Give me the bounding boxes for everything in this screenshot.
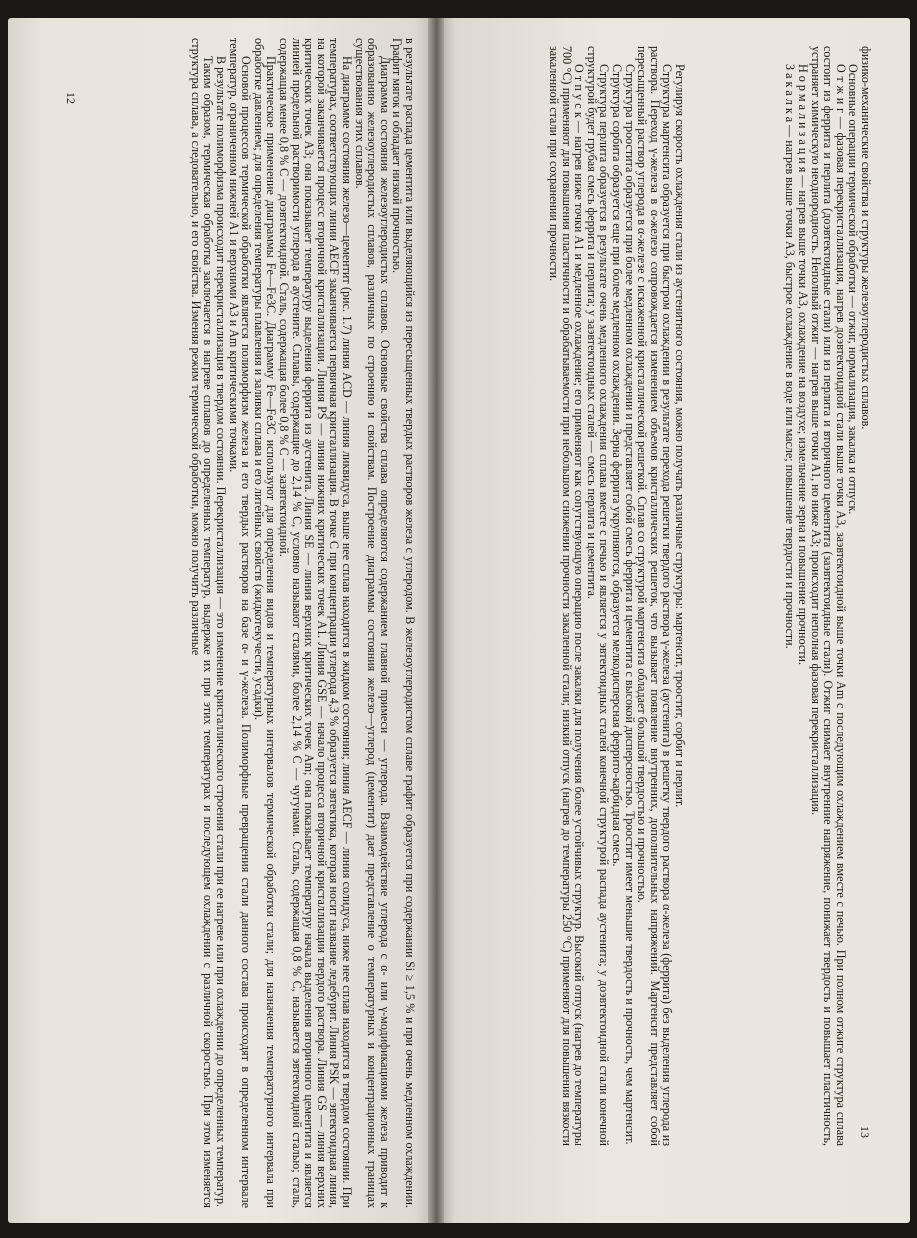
paragraph: в результате распада цементита или выделяющийся из пересыщенных твердых растворов железа с углеродом. В железоуглеродистом сплаве графит образуется при содержании Si ≥ 1,5 % и при очень медленном охлаждении. Графит мягок и обладает низкой прочностью. bbox=[390, 38, 417, 1208]
right-page-text bbox=[688, 46, 872, 1146]
paragraph: Структура перлита образуется в результате очень медленного охлаждения сплава вместе с печью и является у эвтектоидных сталей конечной структурой распада аустенита; у доэвтектоидной стали конечной структурой будет грубая смесь феррита и перлита; у заэвтектоидных сталей — смесь перлита и цементита. bbox=[584, 46, 612, 1146]
paragraph: На диаграмме состояния железо—цементит (рис. 1.7) линия ACD — линия ликвидуса, выше нее сплав находится в жидком состоянии; линия AECF — линия солидуса, ниже нее сплав находится в твердом состоянии. При температурах, соответствующих линии AECF заканчивается первичная кристаллизация. В точке C при концентрации углерода 4,3 % образуется эвтектика, которая носит название ледебурит. Линия PSK — эвтектоидная линия, на которой заканчивается процесс вторичной кристаллизации. Линия PS — линия нижних критических точек A1. Линия GSE — начало процесса вторичной кристаллизации твердого раствора. Линия GS — линия верхних критических точек A3; она показывает температуру выделения феррита из аустенита. Линия SE — линия верхних критических точек Am; она показывает температуру начала выделения вторичного цементита и является линией предельной растворимости углерода в аустените. Сплавы, содержащие до 2,14 % C, условно называют сталями, более 2,14 % C — чугунами. Сталь, содержащая 0,8 % C, называется эвтектоидной сталью; сталь, содержащая менее 0,8 % C — доэвтектоидной. Сталь, содержащая более 0,8 % C — заэвтектоидной. bbox=[277, 38, 355, 1208]
paragraph: Основой процессов термической обработки является полиморфизм железа и его твердых растворов на базе α- и γ-железа. Полиморфные превращения стали данного состава происходят в определенном интервале температур, ограниченном нижней A1 и верхними A3 и Am критическими точками. bbox=[226, 38, 254, 1208]
paragraph: Регулируя скорость охлаждения стали из аустенитного состояния, можно получать различные структуры: мартенсит, троостит, сорбит и перлит. bbox=[673, 64, 687, 808]
paragraph: Структура сорбита образуется еще при более медленном охлаждении. Зерна феррита укрупняются, образуется мелкодисперсная феррито-карбидная смесь. bbox=[610, 64, 625, 867]
paragraph: О т п у с к — нагрев ниже точки A1 и медленное охлаждение; его применяют как сопутствующую операцию после закалки для получения более устойчивых структур. Высокий отпуск (нагрев до температуры 700 °C) применяют для повышения пластичности и обрабатываемости при небольшом снижении прочности закаленной стали; низкий отпуск (нагрев до температуры 250 °C) применяют для повышения вязкости закаленной стали при сохранении прочности. bbox=[547, 46, 587, 1146]
paragraph: Основные операции термической обработки — отжиг, нормализация, закалка и отпуск. bbox=[846, 64, 861, 515]
paragraph: Диаграмма состояния железоуглеродистых сплавов. Основные свойства сплава определяются содержанием главной примеси — углерода. Взаимодействие углерода с α- или γ-модификациями железа приводит к образованию железоуглеродистых сплавов, различных по строению и свойствам. Построение диаграммы состояния железо—углерод (цементит) дает представление о температурных и концентрационных границах существования этих сплавов. bbox=[352, 38, 392, 1208]
paragraph: О т ж и г — фазовая перекристаллизация, нагрев доэвтектоидной стали выше точки A3, заэвтектоидной выше точки Am с последующим охлаждением вместе с печью. При полном отжиге структура сплава состоит из феррита и перлита (доэвтектоидные стали) или из перлита и вторичного цементита (заэвтектоидные стали). Отжиг снимает внутренние напряжение, понижает твердость и повышает пластичность, устраняет химическую неоднородность. Неполный отжиг — нагрев выше точки A1, но ниже A3; происходит неполная фазовая перекристаллизация. bbox=[808, 46, 848, 1146]
page-number-left: 12 bbox=[64, 92, 78, 104]
paragraph: Практическое применение диаграммы Fe—Fe3C. Диаграмму Fe—Fe3C используют для определения видов и температурных интервалов термической обработки стали; для назначения температурного интервала при обработке давлением; для определения температуры плавления и заливки сплава и его литейных свойств (жидкотекучести, усадки). bbox=[251, 38, 279, 1208]
paragraph: Н о р м а л и з а ц и я — нагрев выше точки A3, охлаждение на воздухе; измельчение зерна и повышение прочности. bbox=[796, 64, 811, 665]
paragraph: В результате полиморфизма происходит перекристаллизация в твердом состоянии. Перекристаллизация — это изменение кристаллического строения стали при ее нагреве или при охлаждении до определенных температур. bbox=[214, 56, 229, 1208]
paragraph: Таким образом, термическая обработка заключается в нагреве сплавов до определенных температур, выдержке их при этих температурах и последующем охлаждении с различной скоростью. При этом изменяется структура сплава, а следовательно, и его свойства. Изменяя режим термической обработки, можно получить различные bbox=[188, 38, 216, 1208]
paragraph: физико-механические свойства и структуры железоуглеродистых сплавов. bbox=[859, 46, 873, 430]
paragraph: З а к а л к а — нагрев выше точки A3, быстрое охлаждение в воде или масле; повышение твердости и прочности. bbox=[783, 64, 798, 649]
page-number-right: 13 bbox=[858, 1126, 872, 1138]
right-page-text-continued bbox=[86, 46, 686, 1146]
paragraph: Структура троостита образуется при более медленном охлаждении и представляет собой смесь феррита и цементита с высокой дисперсностью. Троостит имеет меньшие твердость и прочность, чем мартенсит. bbox=[622, 64, 637, 1145]
paragraph: Структура мартенсита образуется при быстром охлаждении в результате перехода решетки твердого раствора γ-железа (аустенита) в решетку твердого раствора α-железа (феррита) без выделения углерода из раствора. Переход γ-железа в α-железо сопровождается изменением объемов кристаллических решеток, что вызывает появление внутренних, дополнительных напряжений. Мартенсит представляет собой пересыщенный раствор углерода в α-железе с искаженной кристаллической решеткой. Сплав со структурой мартенсита обладает большой твердостью и прочностью. bbox=[635, 46, 675, 1146]
